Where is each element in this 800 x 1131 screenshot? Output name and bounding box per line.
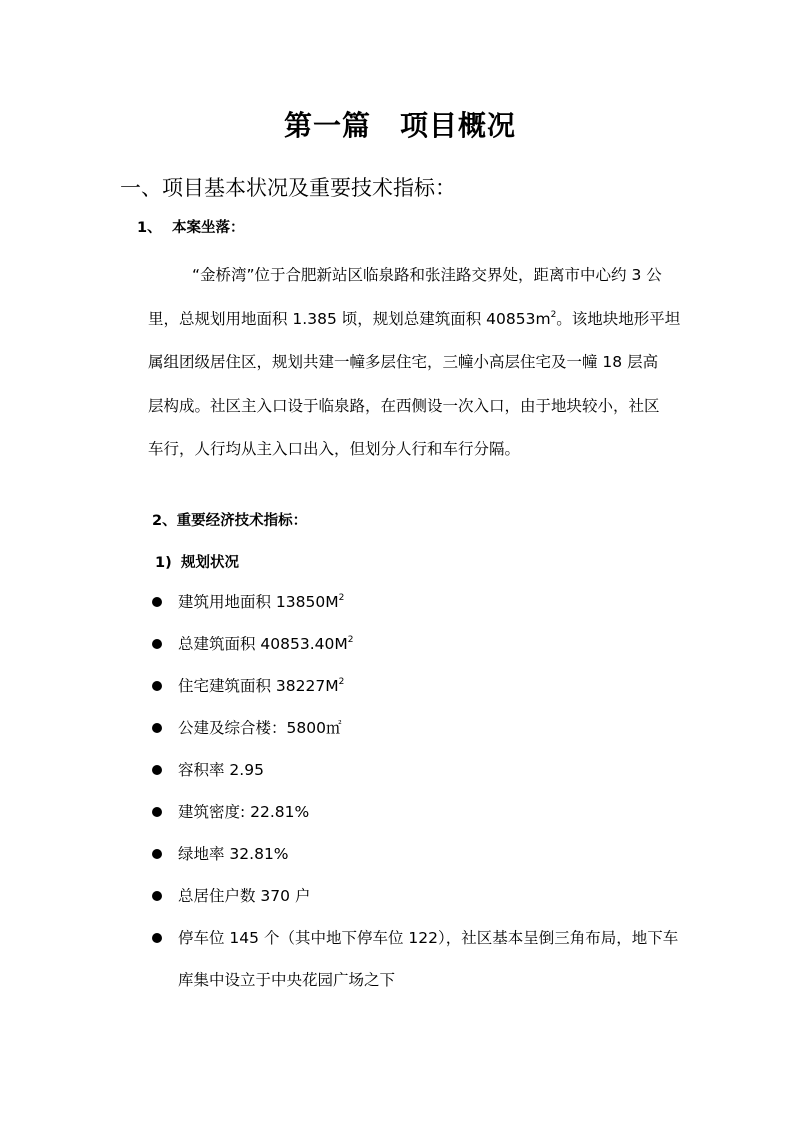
location-paragraph — [148, 254, 693, 472]
bullet-icon — [152, 681, 162, 691]
sub-subsection-heading-planning — [155, 551, 239, 572]
paragraph-line: 属组团级居住区，规划共建一幢多层住宅，三幢小高层住宅及一幢 18 层高 — [148, 353, 659, 371]
subsection-heading-indicators: 2、重要经济技术指标： — [152, 513, 308, 529]
list-item: 容积率 2.95 — [152, 755, 697, 797]
subsection-label: 本案坐落： — [172, 220, 245, 236]
subsection-heading-location — [137, 216, 245, 237]
sub-subsection-number: 1) — [155, 555, 172, 571]
subsection-number: 1、 — [137, 220, 162, 236]
bullet-icon — [152, 933, 162, 943]
bullet-icon — [152, 807, 162, 817]
bullet-icon — [152, 765, 162, 775]
list-item: 公建及综合楼：5800㎡ — [152, 713, 697, 755]
list-item: 总建筑面积 $40853.40M^2$ — [152, 629, 697, 671]
list-item: 建筑用地面积 $13850M^2$ — [152, 587, 697, 629]
list-item-line: 停车位 145 个（其中地下停车位 122），社区基本呈倒三角布局，地下车 — [178, 929, 679, 947]
bullet-icon — [152, 723, 162, 733]
section-heading-1: 一、项目基本状况及重要技术指标： — [120, 176, 456, 200]
indicator-list — [152, 587, 697, 1003]
paragraph-line: 里，总规划用地面积 1.385 顷，规划总建筑面积 $40853m^2$。该地块地形平坦 — [148, 309, 681, 328]
list-item: 总居住户数 370 户 — [152, 881, 697, 923]
list-item: 住宅建筑面积 $38227M^2$ — [152, 671, 697, 713]
bullet-icon — [152, 849, 162, 859]
bullet-icon — [152, 639, 162, 649]
list-item: 绿地率 32.81% — [152, 839, 697, 881]
list-item: 建筑密度: 22.81% — [152, 797, 697, 839]
paragraph-line: 车行，人行均从主入口出入，但划分人行和车行分隔。 — [148, 440, 521, 458]
bullet-icon — [152, 891, 162, 901]
paragraph-line: “金桥湾”位于合肥新站区临泉路和张洼路交界处，距离市中心约 3 公 — [192, 266, 662, 284]
bullet-icon — [152, 597, 162, 607]
page-title: 第一篇 项目概况 — [283, 109, 516, 142]
paragraph-line: 层构成。社区主入口设于临泉路，在西侧设一次入口，由于地块较小，社区 — [148, 396, 660, 415]
list-item-line: 库集中设立于中央花园广场之下 — [178, 971, 396, 989]
list-item-parking — [152, 923, 697, 1003]
sub-subsection-label: 规划状况 — [181, 555, 239, 571]
